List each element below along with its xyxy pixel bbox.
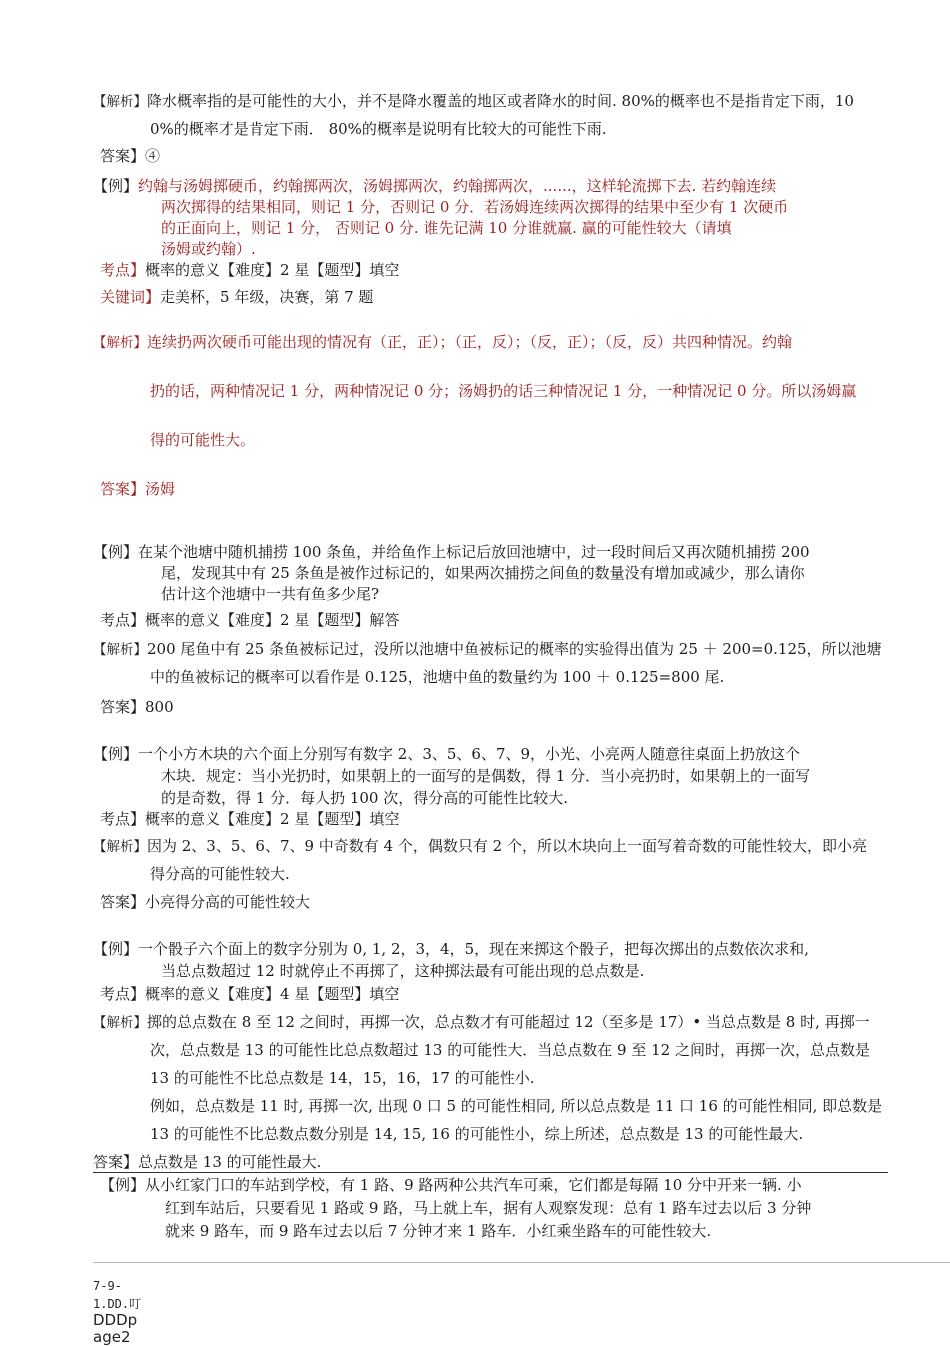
example-1-question: [93, 176, 776, 196]
question-text: 尾，发现其中有 25 条鱼是被作过标记的，如果两次捕捞之间鱼的数量没有增加或减少，那么请你: [161, 564, 805, 582]
kaodian-text: 概率的意义【难度】2 星【题型】解答: [145, 611, 400, 629]
analysis-tag: 【解析】: [93, 335, 147, 351]
answer-line: [100, 697, 174, 717]
analysis-text: 连续扔两次硬币可能出现的情况有（正，正）；（正，反）；（反，正）；（反，反）共四种情况。约翰: [147, 333, 793, 351]
answer-text: 小亮得分高的可能性较大: [145, 893, 311, 911]
analysis-text: 次，总点数是 13 的可能性比总点数超过 13 的可能性大．当总点数在 9 至 12 之间时，再掷一次，总点数是: [150, 1041, 870, 1059]
example-tag: 【例】: [93, 940, 139, 958]
question-text: 一个小方木块的六个面上分别写有数字 2、3、5、6、7、9，小光、小亮两人随意往桌面上扔放这个: [138, 745, 801, 763]
answer-tag: 答案】: [100, 147, 146, 165]
kaodian-line: [100, 610, 399, 630]
answer-text: 800: [145, 698, 174, 716]
example-tag: 【例】: [100, 1176, 146, 1194]
analysis-text: 13 的可能性不比总点数是 14，15，16，17 的可能性小.: [150, 1069, 535, 1087]
footer-divider: [93, 1262, 950, 1263]
analysis-block: [93, 1012, 870, 1033]
question-text: 在某个池塘中随机捕捞 100 条鱼，并给鱼作上标记后放回池塘中，过一段时间后又再次随机捕捞 200: [138, 543, 810, 561]
kaodian-tag: 考点】: [100, 261, 146, 279]
example-5-question: [100, 1175, 802, 1195]
analysis-text: 因为 2、3、5、6、7、9 中奇数有 4 个，偶数只有 2 个，所以木块向上一面写着奇数的可能性较大，即小亮: [147, 837, 867, 855]
question-text: 汤姆或约翰）.: [161, 240, 256, 258]
analysis-block: [93, 332, 792, 353]
question-text: 红到车站后，只要看见 1 路或 9 路，马上就上车，据有人观察发现：总有 1 路车过去以后 3 分钟: [165, 1199, 812, 1217]
answer-text: 总点数是 13 的可能性最大.: [138, 1153, 322, 1171]
kaodian-text: 概率的意义【难度】2 星【题型】填空: [145, 810, 400, 828]
analysis-tag: 【解析】: [93, 94, 147, 110]
footer-text: age2: [93, 1328, 131, 1346]
answer-tag: 答案】: [100, 480, 146, 498]
answer-tag: 答案】: [100, 893, 146, 911]
keyword-tag: 关键词】: [100, 288, 161, 306]
analysis-text: 扔的话，两种情况记 1 分，两种情况记 0 分；汤姆扔的话三种情况记 1 分，一种情况记 0 分。所以汤姆赢: [150, 382, 857, 400]
answer-tag: 答案】: [93, 1153, 139, 1171]
answer-text: 汤姆: [145, 480, 176, 498]
analysis-block-1: [93, 91, 854, 112]
analysis-block: [93, 639, 882, 660]
question-text: 一个骰子六个面上的数字分别为 0, 1, 2，3，4，5，现在来掷这个骰子，把每次掷出的点数依次求和,: [138, 940, 809, 958]
analysis-tag: 【解析】: [93, 642, 147, 658]
analysis-text: 例如，总点数是 11 时, 再掷一次, 出现 0 口 5 的可能性相同, 所以总点数是 11 口 16 的可能性相同, 即总数是: [150, 1097, 883, 1115]
answer-line: [100, 892, 310, 912]
kaodian-text: 概率的意义【难度】4 星【题型】填空: [145, 985, 400, 1003]
answer-text: ④: [145, 147, 161, 165]
analysis-text: 得分高的可能性较大.: [150, 865, 290, 883]
kaodian-tag: 考点】: [100, 810, 146, 828]
footer-text: DDDp: [93, 1311, 138, 1329]
example-tag: 【例】: [93, 543, 139, 561]
question-text: 的正面向上，则记 1 分， 否则记 0 分. 谁先记满 10 分谁就赢. 赢的可能性较大（请填: [161, 219, 732, 237]
answer-tag: 答案】: [100, 698, 146, 716]
analysis-text: 200 尾鱼中有 25 条鱼被标记过，没所以池塘中鱼被标记的概率的实验得出值为 25 ＋ 200=0.125，所以池塘: [147, 640, 882, 658]
example-tag: 【例】: [93, 177, 139, 195]
footer-text: 7-9-: [93, 1279, 122, 1293]
analysis-tag: 【解析】: [93, 1015, 147, 1031]
example-3-question: [93, 744, 800, 764]
analysis-text: 0%的概率才是肯定下雨． 80%的概率是说明有比较大的可能性下雨.: [150, 120, 607, 138]
answer-line: [93, 1152, 321, 1172]
example-tag: 【例】: [93, 745, 139, 763]
question-text: 从小红家门口的车站到学校，有 1 路、9 路两种公共汽车可乘，它们都是每隔 10 分中开来一辆. 小: [145, 1176, 802, 1194]
example-4-question: [93, 939, 809, 959]
question-text: 估计这个池塘中一共有鱼多少尾?: [161, 585, 380, 603]
analysis-block: [93, 836, 867, 857]
analysis-text: 掷的总点数在 8 至 12 之间时，再掷一次，总点数才有可能超过 12（至多是 17）• 当总点数是 8 时, 再掷一: [147, 1013, 870, 1031]
question-text: 的是奇数，得 1 分．每人扔 100 次，得分高的可能性比较大.: [161, 789, 569, 807]
kaodian-line: [100, 984, 399, 1004]
kaodian-line: [100, 809, 399, 829]
keyword-line: [100, 287, 373, 307]
answer-line: [100, 479, 175, 499]
section-divider: [93, 1172, 888, 1173]
question-text: 约翰与汤姆掷硬币，约翰掷两次，汤姆掷两次，约翰掷两次，......，这样轮流掷下去. 若约翰连续: [138, 177, 777, 195]
question-text: 木块．规定：当小光扔时，如果朝上的一面写的是偶数，得 1 分．当小亮扔时，如果朝上的一面写: [161, 767, 811, 785]
example-2-question: [93, 542, 810, 562]
kaodian-tag: 考点】: [100, 985, 146, 1003]
footer-text: 1.DD.叮: [93, 1297, 142, 1311]
question-text: 两次掷得的结果相同，则记 1 分，否则记 0 分．若汤姆连续两次掷得的结果中至少有 1 次硬币: [161, 198, 789, 216]
analysis-text: 中的鱼被标记的概率可以看作是 0.125，池塘中鱼的数量约为 100 ＋ 0.125=800 尾.: [150, 668, 725, 686]
kaodian-line: [100, 260, 399, 280]
question-text: 当总点数超过 12 时就停止不再掷了，这种掷法最有可能出现的总点数是.: [161, 962, 645, 980]
kaodian-text: 概率的意义【难度】2 星【题型】填空: [145, 261, 400, 279]
keyword-text: 走美杯，5 年级，决赛，第 7 题: [160, 288, 374, 306]
question-text: 就来 9 路车，而 9 路车过去以后 7 分钟才来 1 路车．小红乘坐路车的可能性较大.: [165, 1222, 712, 1240]
analysis-text: 13 的可能性不比总数点数分别是 14, 15, 16 的可能性小，综上所述，总点数是 13 的可能性最大.: [150, 1125, 804, 1143]
analysis-text: 得的可能性大。: [150, 431, 256, 449]
analysis-tag: 【解析】: [93, 839, 147, 855]
kaodian-tag: 考点】: [100, 611, 146, 629]
analysis-text: 降水概率指的是可能性的大小，并不是降水覆盖的地区或者降水的时间. 80%的概率也不是指肯定下雨，10: [147, 92, 854, 110]
answer-line: [100, 146, 160, 166]
